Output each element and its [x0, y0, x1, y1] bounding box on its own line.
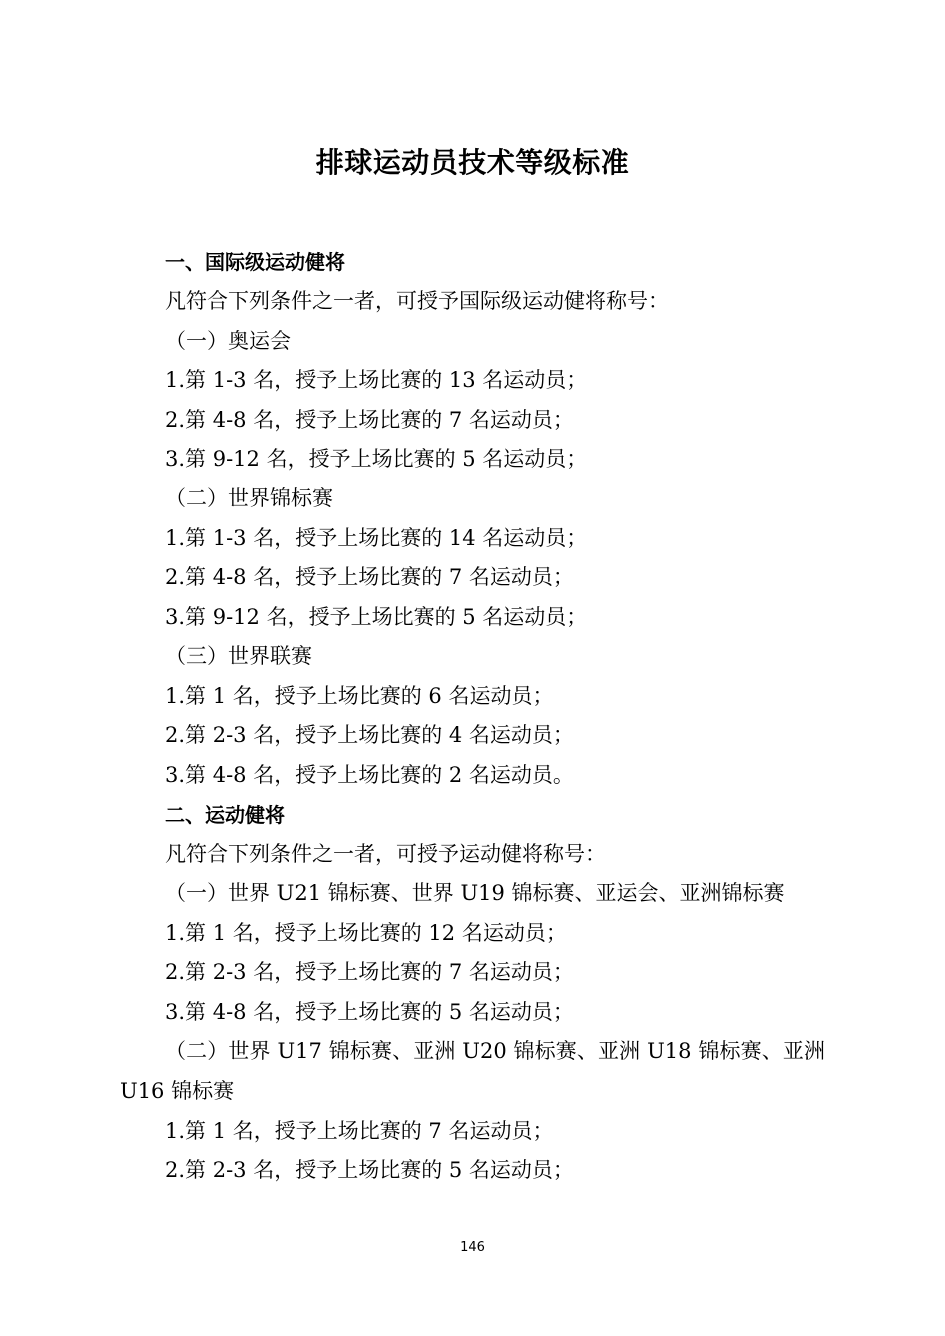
subsection-label: （一）奥运会	[165, 329, 291, 353]
subsection-label: （二）世界锦标赛	[165, 486, 333, 510]
list-item: 3.第 4-8 名，授予上场比赛的 5 名运动员；	[165, 1000, 574, 1024]
list-item: 1.第 1 名，授予上场比赛的 7 名运动员；	[165, 1119, 554, 1143]
subsection-label-continued: U16 锦标赛	[120, 1079, 235, 1103]
page-number: 146	[460, 1240, 485, 1255]
list-item: 2.第 2-3 名，授予上场比赛的 4 名运动员；	[165, 723, 574, 747]
list-item: 3.第 9-12 名，授予上场比赛的 5 名运动员；	[165, 447, 588, 471]
page-title: 排球运动员技术等级标准	[315, 146, 630, 179]
list-item: 1.第 1-3 名，授予上场比赛的 13 名运动员；	[165, 368, 588, 392]
list-item: 3.第 4-8 名，授予上场比赛的 2 名运动员。	[165, 763, 574, 787]
subsection-label: （三）世界联赛	[165, 644, 312, 668]
subsection-label: （二）世界 U17 锦标赛、亚洲 U20 锦标赛、亚洲 U18 锦标赛、亚洲	[165, 1039, 825, 1063]
list-item: 2.第 4-8 名，授予上场比赛的 7 名运动员；	[165, 408, 574, 432]
list-item: 2.第 2-3 名，授予上场比赛的 5 名运动员；	[165, 1158, 574, 1182]
list-item: 2.第 4-8 名，授予上场比赛的 7 名运动员；	[165, 565, 574, 589]
list-item: 1.第 1-3 名，授予上场比赛的 14 名运动员；	[165, 526, 588, 550]
section-heading: 二、运动健将	[165, 803, 285, 827]
section-heading: 一、国际级运动健将	[165, 250, 345, 274]
section-intro: 凡符合下列条件之一者，可授予国际级运动健将称号：	[165, 289, 669, 313]
list-item: 1.第 1 名，授予上场比赛的 12 名运动员；	[165, 921, 567, 945]
list-item: 3.第 9-12 名，授予上场比赛的 5 名运动员；	[165, 605, 588, 629]
list-item: 2.第 2-3 名，授予上场比赛的 7 名运动员；	[165, 960, 574, 984]
section-intro: 凡符合下列条件之一者，可授予运动健将称号：	[165, 842, 606, 866]
list-item: 1.第 1 名，授予上场比赛的 6 名运动员；	[165, 684, 554, 708]
subsection-label: （一）世界 U21 锦标赛、世界 U19 锦标赛、亚运会、亚洲锦标赛	[165, 881, 785, 905]
